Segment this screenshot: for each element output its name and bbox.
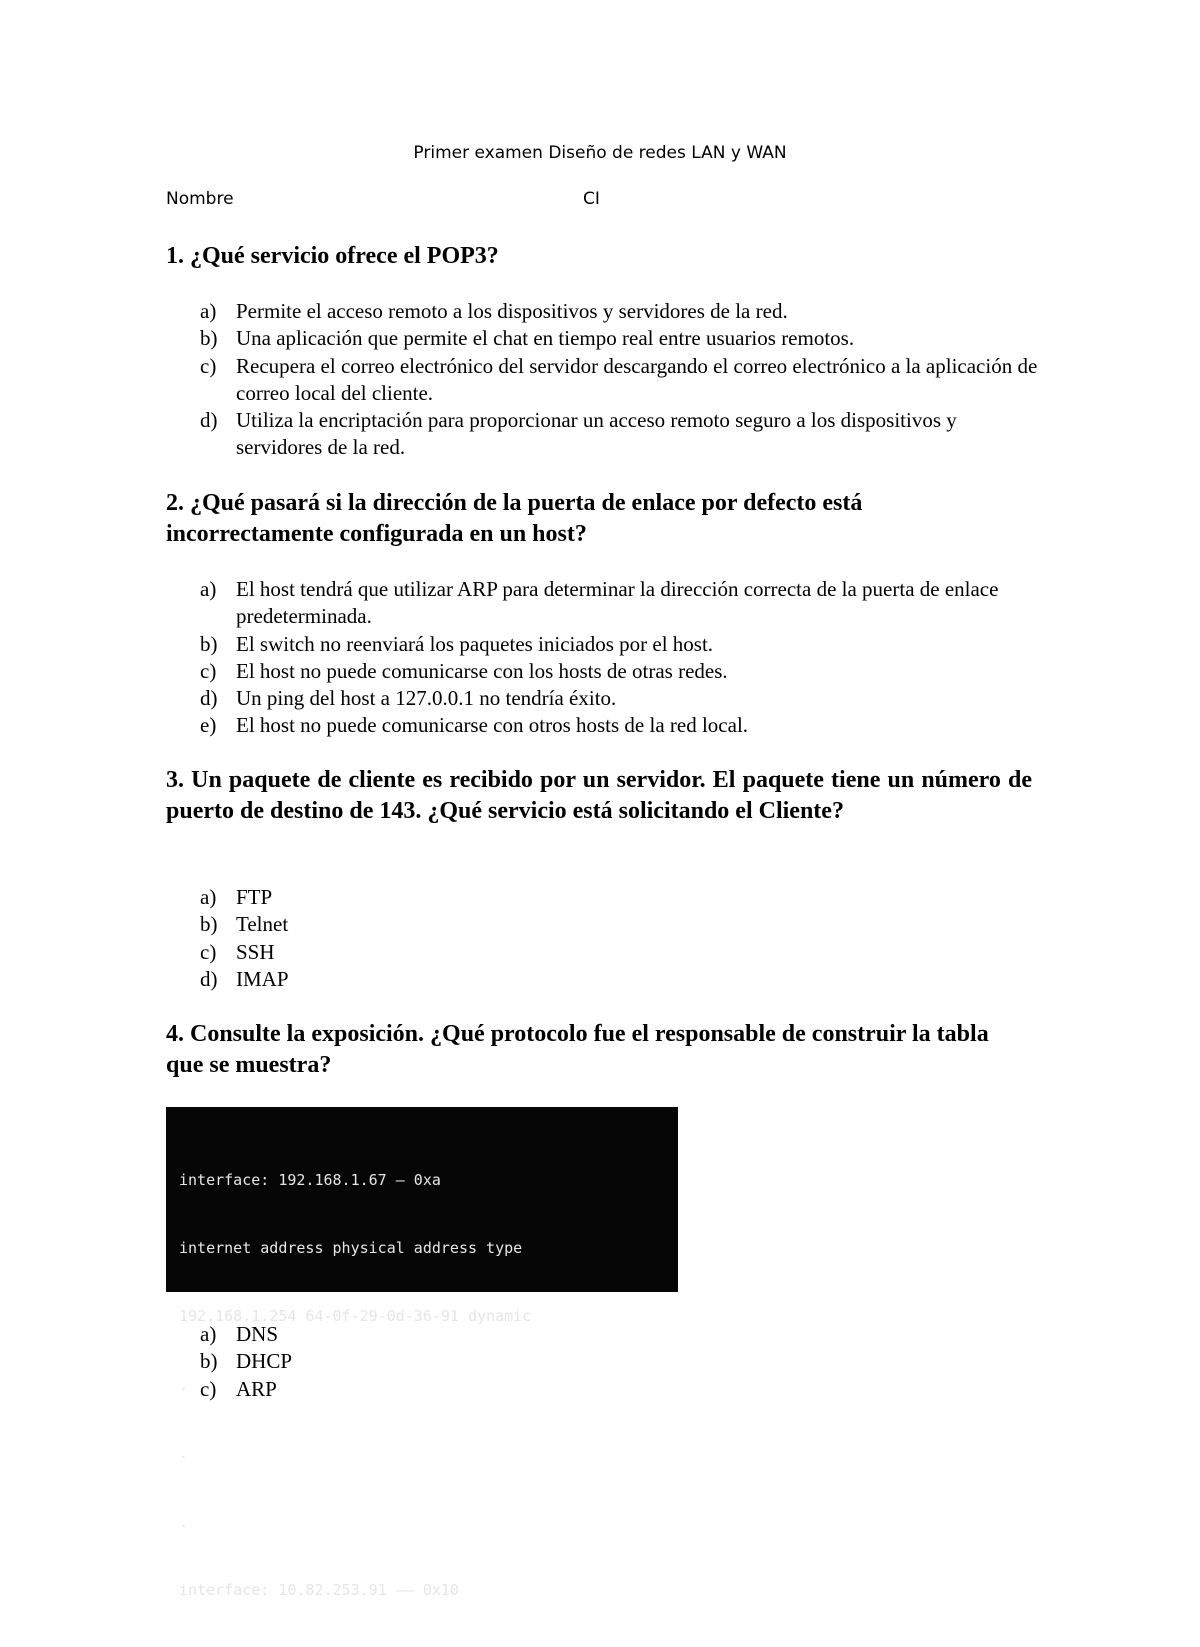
terminal-line: 192.168.1.254 64-0f-29-0d-36-91 dynamic (179, 1307, 532, 1326)
option-text: El host tendrá que utilizar ARP para determinar la dirección correcta de la puerta de enlace predeterminada. (236, 577, 999, 629)
terminal-line: . (179, 1512, 189, 1531)
option-text: El host no puede comunicarse con otros hosts de la red local. (236, 713, 749, 738)
option-letter: a) (200, 299, 217, 323)
option-letter: c) (200, 939, 217, 964)
exam-title: Primer examen Diseño de redes LAN y WAN (413, 143, 787, 163)
option-text: Telnet (236, 912, 289, 937)
option-item (200, 939, 1040, 966)
option-item (200, 966, 1040, 993)
ci-label: CI (583, 189, 600, 209)
option-letter: c) (200, 658, 217, 683)
option-letter: a) (200, 885, 217, 909)
question-4-options (200, 1321, 1040, 1403)
terminal-line: interface: 192.168.1.67 — 0xa (179, 1170, 441, 1189)
option-item (200, 298, 1040, 325)
option-letter: b) (200, 1349, 218, 1374)
option-item (200, 884, 1040, 911)
option-item (200, 712, 1040, 739)
option-letter: c) (200, 353, 217, 378)
terminal-line: internet address physical address type (179, 1238, 523, 1257)
option-text: El switch no reenviará los paquetes iniciados por el host. (236, 631, 714, 656)
question-3-text: 3. Un paquete de cliente es recibido por un servidor. El paquete tiene un número de puerto de destino de 143. ¿Qué servicio está solicitando el Cliente? (166, 767, 1032, 824)
terminal-line: . (179, 1375, 189, 1394)
option-letter: e) (200, 713, 217, 738)
option-text: Permite el acceso remoto a los dispositivos y servidores de la red. (236, 299, 788, 323)
question-1-options (200, 298, 1040, 462)
option-item (200, 576, 1040, 631)
option-text: DHCP (236, 1349, 293, 1374)
question-4-text: 4. Consulte la exposición. ¿Qué protocolo fue el responsable de construir la tabla que se muestra? (166, 1021, 989, 1078)
option-text: Utiliza la encriptación para proporcionar un acceso remoto seguro a los dispositivos y servidores de la red. (236, 408, 957, 460)
option-text: DNS (236, 1322, 279, 1346)
terminal-line: interface: 10.82.253.91 —— 0x10 (179, 1580, 459, 1599)
question-3-options (200, 884, 1040, 993)
option-letter: d) (200, 408, 218, 433)
option-item (200, 1348, 1040, 1375)
option-item (200, 325, 1040, 352)
question-2-options (200, 576, 1040, 740)
option-text: SSH (236, 939, 275, 964)
option-text: ARP (236, 1376, 277, 1401)
option-item (200, 911, 1040, 938)
option-text: Un ping del host a 127.0.0.1 no tendría éxito. (236, 686, 617, 711)
option-item (200, 685, 1040, 712)
question-1-text: 1. ¿Qué servicio ofrece el POP3? (166, 243, 499, 269)
option-text: Recupera el correo electrónico del servidor descargando el correo electrónico a la aplicación de correo local del cliente. (236, 353, 1038, 405)
option-text: IMAP (236, 966, 289, 991)
option-item (200, 658, 1040, 685)
option-text: FTP (236, 885, 273, 909)
option-letter: b) (200, 631, 218, 656)
terminal-line: . (179, 1444, 189, 1463)
option-text: Una aplicación que permite el chat en tiempo real entre usuarios remotos. (236, 326, 855, 351)
option-item (200, 631, 1040, 658)
option-letter: d) (200, 686, 218, 711)
option-item (200, 1376, 1040, 1403)
option-letter: b) (200, 326, 218, 351)
option-letter: b) (200, 912, 218, 937)
option-item (200, 1321, 1040, 1348)
option-letter: d) (200, 966, 218, 991)
question-2-text: 2. ¿Qué pasará si la dirección de la puerta de enlace por defecto está incorrectamente configurada en un host? (166, 490, 863, 547)
option-item (200, 353, 1040, 408)
option-item (200, 407, 1040, 462)
option-letter: a) (200, 577, 217, 601)
option-letter: c) (200, 1376, 217, 1401)
option-letter: a) (200, 1322, 217, 1346)
option-text: El host no puede comunicarse con los hosts de otras redes. (236, 658, 728, 683)
name-label: Nombre (166, 189, 234, 209)
